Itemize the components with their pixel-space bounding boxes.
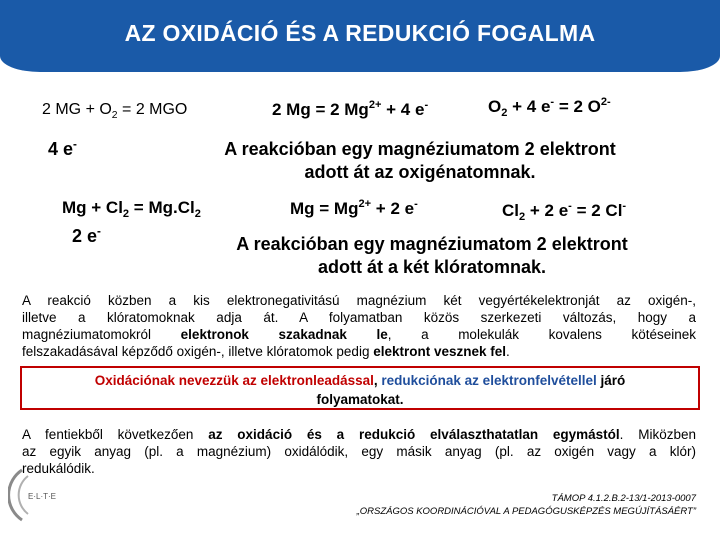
- title-banner: [0, 0, 720, 72]
- elte-logo: [8, 460, 88, 530]
- paragraph-line: felszakadásával képződő oxigén-, illetve klóratomok pedig elektront vesznek fel.: [22, 344, 510, 359]
- reaction-description: A reakcióban egy magnéziumatom 2 elektront adott át a két klóratomnak.: [236, 234, 628, 277]
- paragraph-line: A fentiekből következően az oxidáció és a redukció elválaszthatatlan egymástól. Miközben: [22, 427, 696, 442]
- equation-mg-o2: 2 MG + $O_2 = 2$ MGO: [42, 101, 188, 121]
- conclusion-paragraph: [22, 426, 696, 477]
- definition-box: Oxidációnak nevezzük az elektronleadással, redukciónak az elektronfelvétellel járó folyamatokat.: [20, 366, 700, 410]
- paragraph-line: az egyik anyag (pl. a magnézium) oxidálódik, egy másik anyag (pl. az oxigén vagy a klór): [22, 444, 696, 459]
- paragraph-line: magnéziumatomokról elektronok szakadnak le, a molekulák kovalens kötéseinek: [22, 327, 696, 342]
- equation-cl2-reduction: $Cl_2 + 2$ e- = 2 Cl-: [502, 200, 627, 223]
- paragraph-line: illetve a klóratomoknak adja át. A folyamatban közös szerkezeti változás, hogy a: [22, 310, 696, 325]
- electron-count: 2 e-: [72, 225, 101, 246]
- reaction-description: A reakcióban egy magnéziumatom 2 elektront adott át az oxigénatomnak.: [224, 139, 616, 182]
- paragraph-line: redukálódik.: [22, 461, 95, 476]
- equation-mg-oxidation: 2 Mg = 2 $Mg^{2+} + 4$ e-: [272, 99, 429, 119]
- equation-o2-reduction: $O_2 + 4$ e- = 2 $O^{2-}$: [488, 96, 611, 119]
- logo-text: E·L·T·E: [28, 492, 56, 501]
- equation-mg-oxidation-2: $Mg = Mg^{2+} + 2$ e-: [290, 198, 418, 218]
- paragraph-line: A reakció közben a kis elektronegativitású magnézium két vegyértékelektronját az oxigén-,: [22, 293, 696, 308]
- explanation-paragraph: [22, 292, 696, 360]
- footer-project-id: [357, 492, 696, 518]
- footer-line: TÁMOP 4.1.2.B.2-13/1-2013-0007: [551, 493, 696, 504]
- electron-count: 4 e-: [48, 138, 77, 159]
- equation-mg-cl2: $Mg + Cl_2 = Mg.Cl_2$: [62, 198, 201, 220]
- footer-line: „ORSZÁGOS KOORDINÁCIÓVAL A PEDAGÓGUSKÉPZÉS MEGÚJÍTÁSÁÉRT”: [356, 506, 696, 517]
- page-title: AZ OXIDÁCIÓ ÉS A REDUKCIÓ FOGALMA: [124, 20, 596, 46]
